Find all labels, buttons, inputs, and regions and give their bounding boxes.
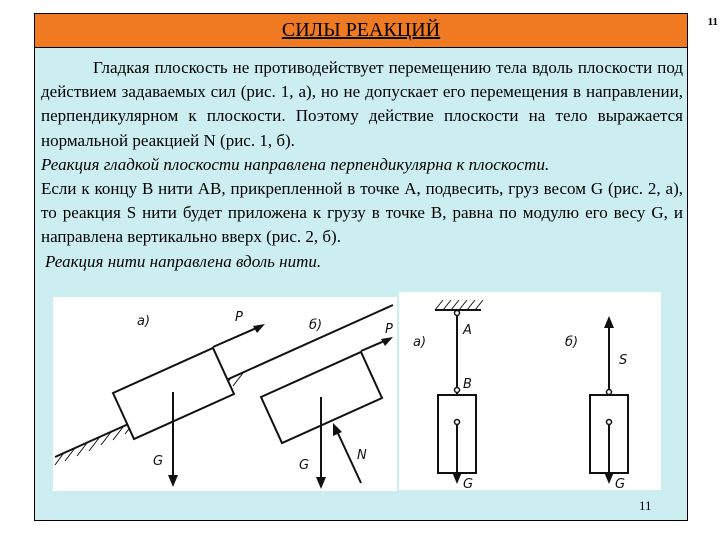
rule-smooth-plane: Реакция гладкой плоскости направлена перпендикулярна к плоскости. (41, 154, 550, 174)
ceiling-hatching (435, 300, 483, 310)
arrow-p-b (381, 337, 393, 346)
body-text (41, 56, 683, 274)
fig2-label-b: б) (565, 335, 579, 350)
figure-1-inclined-plane (53, 297, 397, 491)
fig1-label-n-b: N (357, 448, 367, 463)
fig2-label-point-a: A (463, 323, 472, 338)
arrow-g-fig2a (452, 472, 462, 484)
arrow-p-a (253, 324, 265, 333)
figure-2-drawing (399, 292, 661, 490)
fig1-label-b: б) (309, 318, 323, 333)
figure-2-thread (399, 292, 661, 490)
fig2-label-s: S (619, 353, 628, 368)
corner-page-number: 11 (707, 16, 718, 28)
fig1-label-g-a: G (153, 454, 164, 469)
slide-title: СИЛЫ РЕАКЦИЙ (281, 19, 441, 41)
arrow-g-a (168, 475, 178, 487)
slide-page-number: 11 (639, 498, 652, 513)
slide (34, 13, 688, 521)
fig1-label-a: a) (137, 314, 151, 329)
fig1-label-g-b: G (299, 458, 310, 473)
fig2-label-a: a) (413, 335, 427, 350)
arrow-s-fig2b (604, 316, 614, 328)
rule-thread: Реакция нити направлена вдоль нити. (45, 251, 322, 271)
fig1-label-p-a: P (235, 310, 243, 325)
paragraph-thread: Если к концу B нити AB, прикрепленной в точке A, подвесить, груз весом G (рис. 2, а), то реакция S нити будет приложена к грузу в точке B, равна по модулю его весу G, и направлена вертикально вверх (рис. 2, б). (41, 179, 683, 247)
paragraph-smooth-plane: Гладкая плоскость не противодействует перемещению тела вдоль плоскости под действием задаваемых сил (рис. 1, а), но не допускает его перемещения в направлении, перпендикулярном к плоскости. Поэтому действие плоскости на тело выражается нормальной реакцией N (рис. 1, б). (41, 58, 683, 150)
fig2-label-g-a: G (463, 477, 474, 490)
figure-1-drawing (53, 297, 397, 491)
fig2-label-g-b: G (615, 477, 626, 490)
title-bar (35, 14, 687, 48)
fig2-label-point-b: B (463, 377, 472, 392)
arrow-g-fig2b (604, 472, 614, 484)
fig1-label-p-b: P (385, 322, 393, 337)
arrow-g-b (316, 477, 326, 489)
